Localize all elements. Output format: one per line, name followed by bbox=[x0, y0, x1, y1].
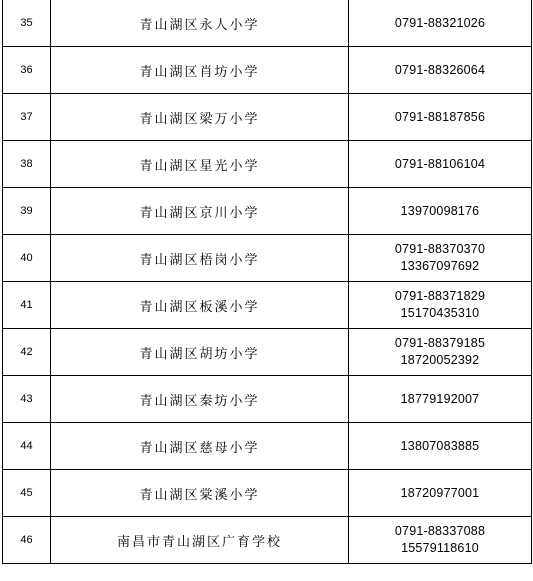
phone-number: 0791-88326064 bbox=[394, 62, 486, 77]
table-row bbox=[3, 329, 532, 376]
phone-cell bbox=[349, 0, 532, 47]
phone-number: 0791-88337088 bbox=[394, 524, 486, 538]
phone-cell bbox=[349, 423, 532, 470]
phone-cell bbox=[349, 141, 532, 188]
row-number: 45 bbox=[3, 470, 51, 517]
table-body bbox=[3, 0, 532, 564]
table-row bbox=[3, 235, 532, 282]
row-number: 44 bbox=[3, 423, 51, 470]
phone-number: 0791-88187856 bbox=[394, 109, 486, 124]
table-row bbox=[3, 141, 532, 188]
row-number: 43 bbox=[3, 376, 51, 423]
school-name: 青山湖区星光小学 bbox=[51, 141, 349, 188]
phone-cell bbox=[349, 282, 532, 329]
table-row bbox=[3, 376, 532, 423]
table-row bbox=[3, 47, 532, 94]
table-row bbox=[3, 188, 532, 235]
school-name: 青山湖区梧岗小学 bbox=[51, 235, 349, 282]
phone-number: 18720977001 bbox=[400, 485, 480, 500]
school-name: 青山湖区永人小学 bbox=[51, 0, 349, 47]
phone-number: 13970098176 bbox=[400, 203, 480, 218]
phone-number: 13367097692 bbox=[400, 259, 480, 273]
table-row bbox=[3, 423, 532, 470]
row-number: 38 bbox=[3, 141, 51, 188]
row-number: 37 bbox=[3, 94, 51, 141]
row-number: 42 bbox=[3, 329, 51, 376]
phone-cell bbox=[349, 188, 532, 235]
row-number: 35 bbox=[3, 0, 51, 47]
phone-number: 0791-88379185 bbox=[394, 336, 486, 350]
row-number: 39 bbox=[3, 188, 51, 235]
phone-number: 0791-88321026 bbox=[394, 15, 486, 30]
school-name: 青山湖区京川小学 bbox=[51, 188, 349, 235]
phone-number: 0791-88370370 bbox=[394, 242, 486, 256]
table-row bbox=[3, 94, 532, 141]
table-row bbox=[3, 282, 532, 329]
school-name: 青山湖区梁万小学 bbox=[51, 94, 349, 141]
phone-number: 18779192007 bbox=[400, 391, 480, 406]
phone-cell bbox=[349, 376, 532, 423]
phone-number: 13807083885 bbox=[400, 438, 480, 453]
phone-cell bbox=[349, 470, 532, 517]
table-row bbox=[3, 517, 532, 564]
phone-cell bbox=[349, 94, 532, 141]
phone-number: 18720052392 bbox=[400, 353, 480, 367]
school-contact-table-container bbox=[2, 0, 531, 564]
row-number: 46 bbox=[3, 517, 51, 564]
row-number: 41 bbox=[3, 282, 51, 329]
phone-number: 15579118610 bbox=[401, 541, 479, 555]
phone-number: 0791-88371829 bbox=[394, 289, 486, 303]
table-row bbox=[3, 0, 532, 47]
school-name: 南昌市青山湖区广育学校 bbox=[51, 517, 349, 564]
table-row bbox=[3, 470, 532, 517]
phone-number: 0791-88106104 bbox=[394, 156, 486, 171]
school-name: 青山湖区肖坊小学 bbox=[51, 47, 349, 94]
school-name: 青山湖区秦坊小学 bbox=[51, 376, 349, 423]
school-name: 青山湖区板溪小学 bbox=[51, 282, 349, 329]
school-name: 青山湖区慈母小学 bbox=[51, 423, 349, 470]
phone-cell bbox=[349, 329, 532, 376]
phone-cell bbox=[349, 235, 532, 282]
school-name: 青山湖区棠溪小学 bbox=[51, 470, 349, 517]
phone-cell bbox=[349, 47, 532, 94]
row-number: 40 bbox=[3, 235, 51, 282]
row-number: 36 bbox=[3, 47, 51, 94]
school-contact-table bbox=[2, 0, 532, 564]
school-name: 青山湖区胡坊小学 bbox=[51, 329, 349, 376]
phone-cell bbox=[349, 517, 532, 564]
phone-number: 15170435310 bbox=[400, 306, 480, 320]
